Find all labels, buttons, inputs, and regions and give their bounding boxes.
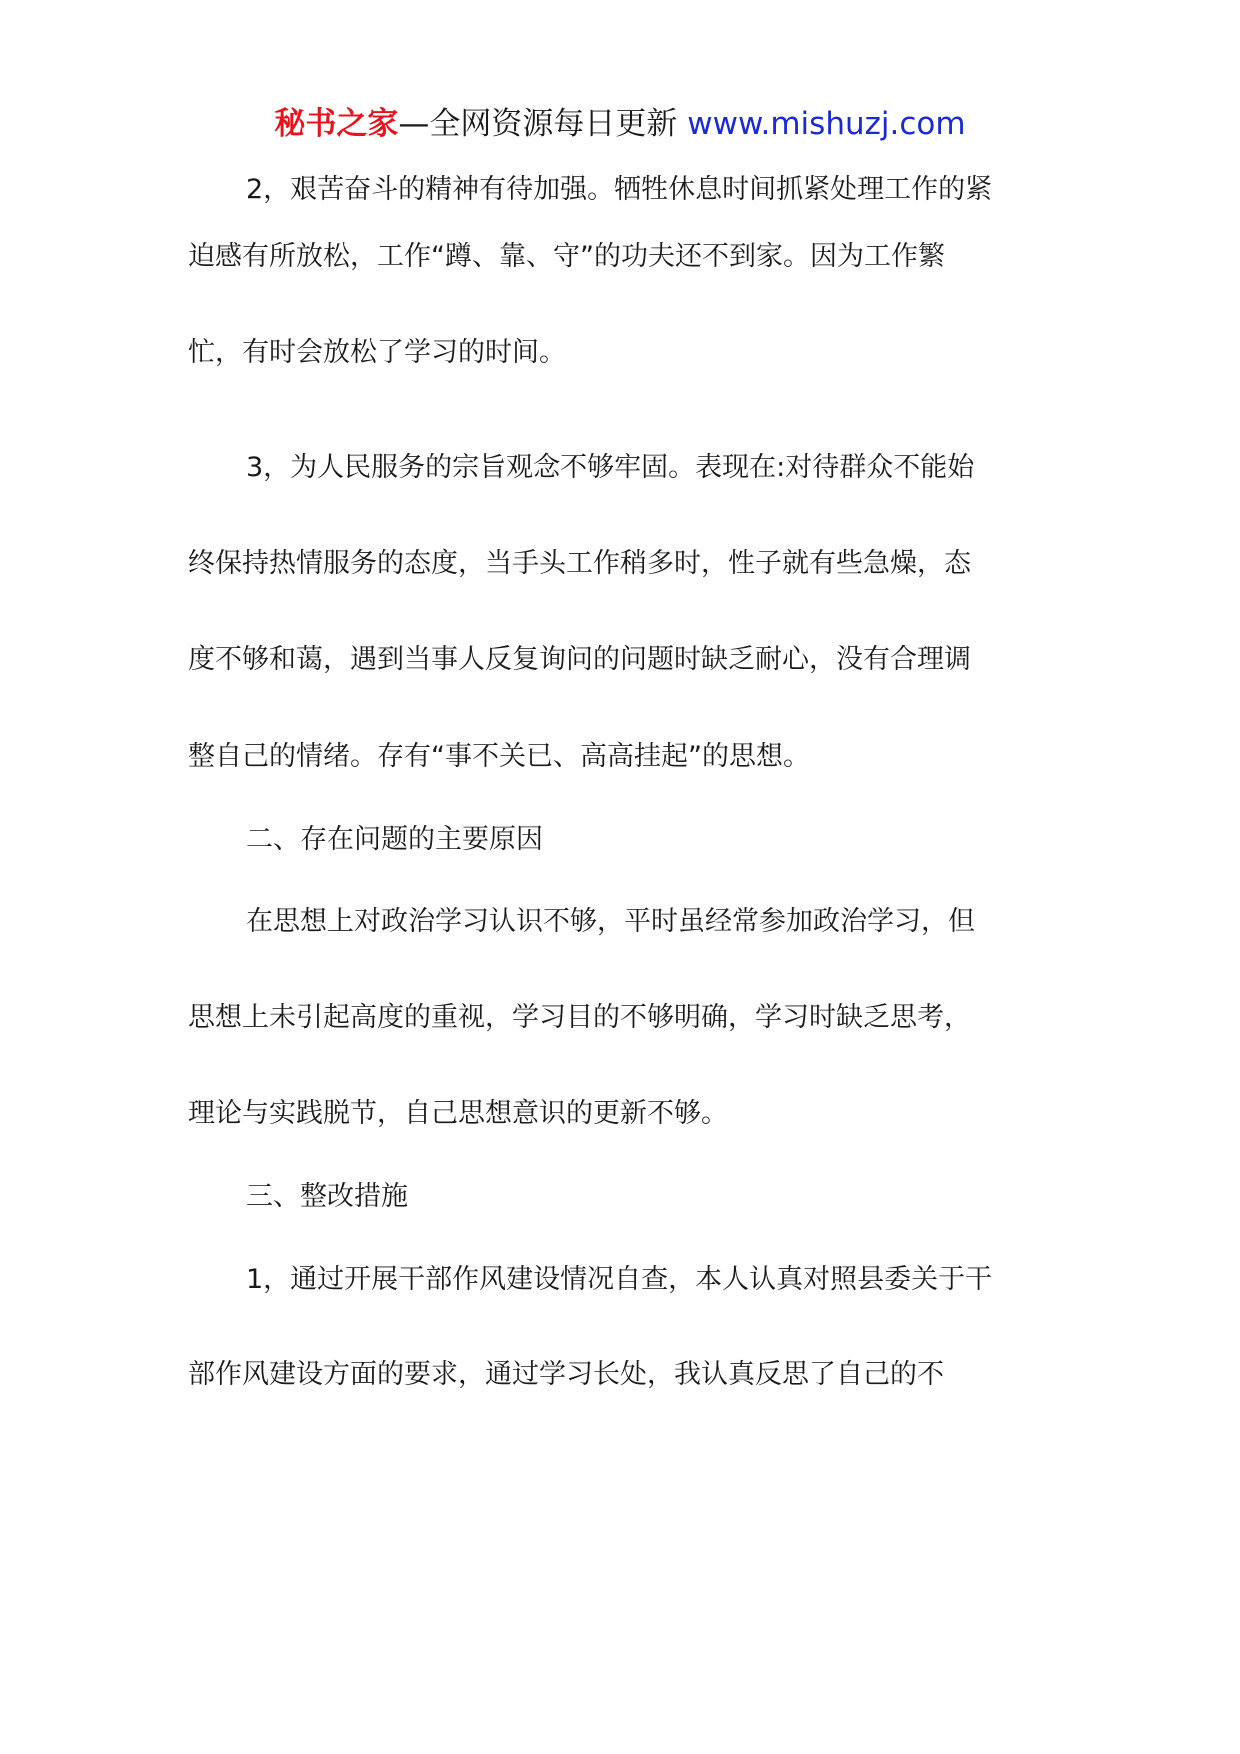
paragraph-line: 思想上未引起高度的重视，学习目的不够明确，学习时缺乏思考， (188, 1002, 971, 1033)
paragraph-line: 理论与实践脱节，自己思想意识的更新不够。 (188, 1098, 728, 1129)
site-tagline: —全网资源每日更新 (398, 106, 688, 142)
section-heading: 三、整改措施 (246, 1181, 408, 1212)
paragraph-line: 部作风建设方面的要求，通过学习长处，我认真反思了自己的不 (188, 1359, 944, 1390)
paragraph-line: 迫感有所放松，工作“蹲、靠、守”的功夫还不到家。因为工作繁 (188, 241, 945, 272)
section-heading: 二、存在问题的主要原因 (246, 824, 543, 855)
paragraph-line: 3，为人民服务的宗旨观念不够牢固。表现在:对待群众不能始 (246, 452, 975, 483)
site-url-link[interactable]: www.mishuzj.com (687, 106, 966, 142)
paragraph-line: 在思想上对政治学习认识不够，平时虽经常参加政治学习，但 (246, 906, 975, 937)
paragraph-line: 度不够和蔼，遇到当事人反复询问的问题时缺乏耐心，没有合理调 (188, 644, 971, 675)
paragraph-line: 整自己的情绪。存有“事不关已、高高挂起”的思想。 (188, 741, 810, 772)
site-brand: 秘书之家 (274, 106, 399, 142)
paragraph-line: 终保持热情服务的态度，当手头工作稍多时，性子就有些急燥，态 (188, 548, 971, 579)
paragraph-line: 1，通过开展干部作风建设情况自查，本人认真对照县委关于干 (246, 1264, 993, 1295)
paragraph-line: 2，艰苦奋斗的精神有待加强。牺牲休息时间抓紧处理工作的紧 (246, 174, 993, 205)
site-header (0, 102, 1240, 146)
paragraph-line: 忙，有时会放松了学习的时间。 (188, 337, 566, 368)
